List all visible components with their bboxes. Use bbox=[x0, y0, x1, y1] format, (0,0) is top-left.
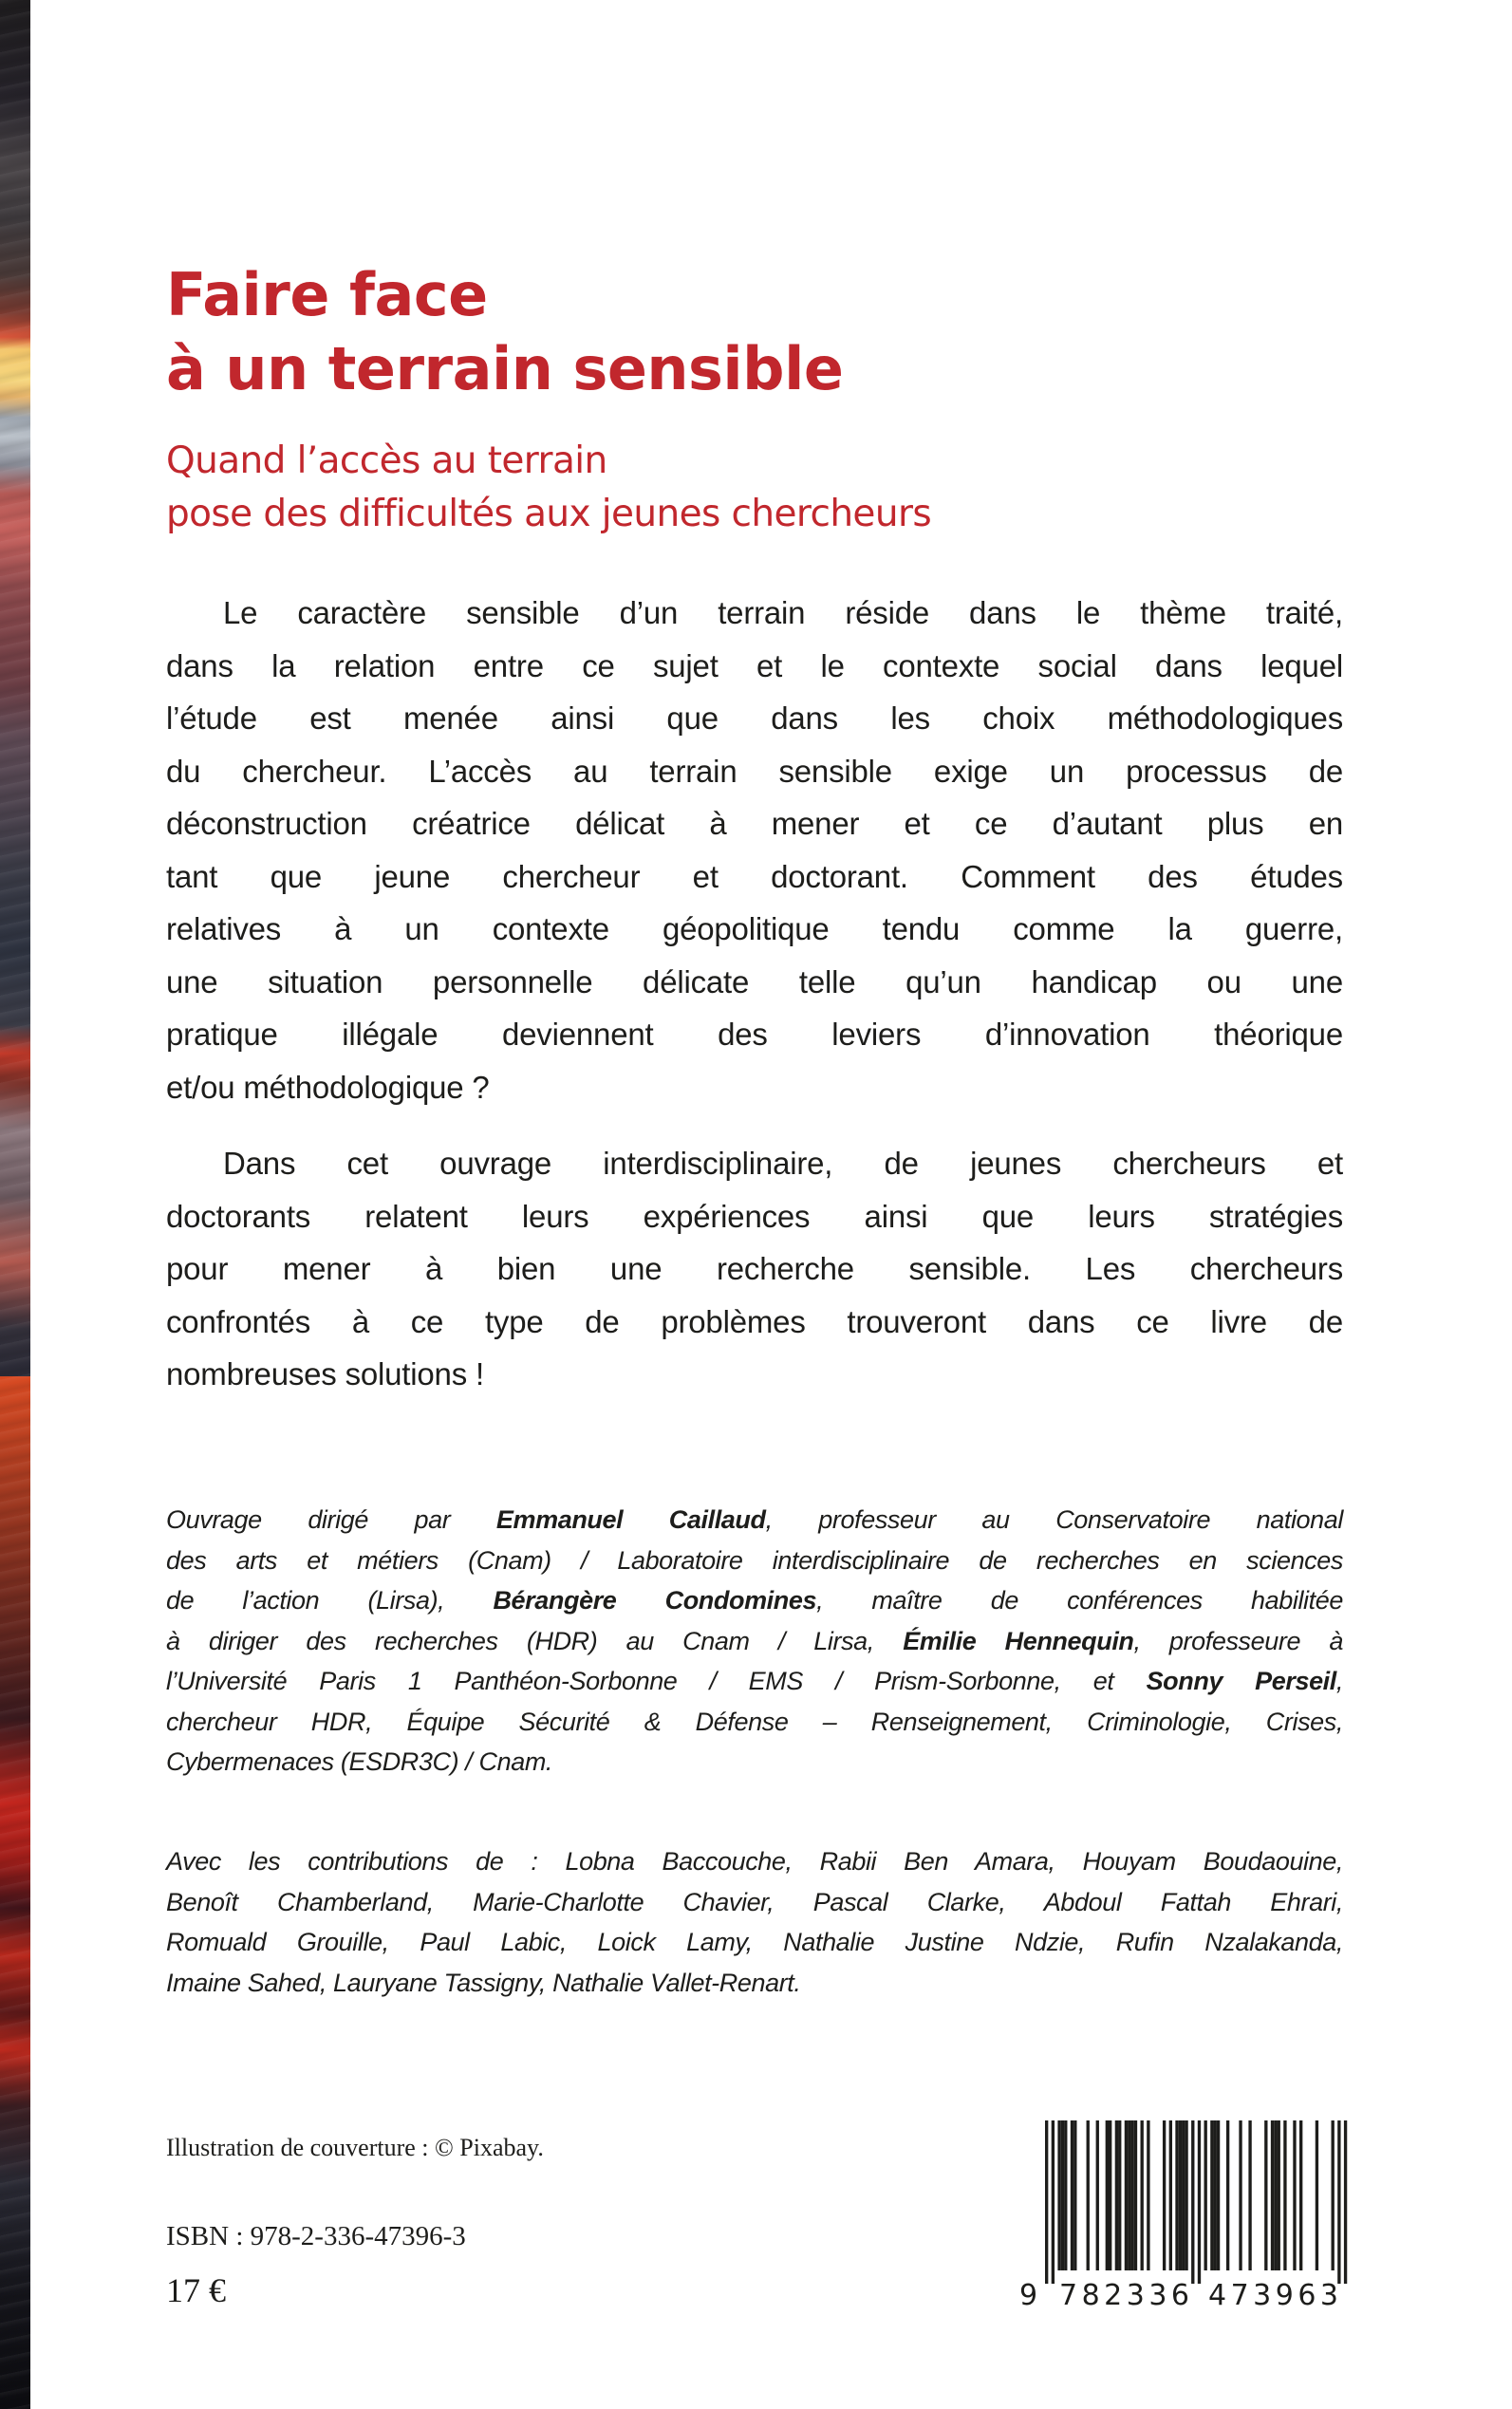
editors-line bbox=[166, 1500, 1343, 1541]
book-subtitle-line-1: Quand l’accès au terrain bbox=[166, 439, 607, 482]
editor-name: Émilie Hennequin bbox=[903, 1626, 1134, 1655]
barcode-digits-left: 782336 bbox=[1059, 2279, 1194, 2306]
editors-text: des arts et métiers (Cnam) / Laboratoire interdisciplinaire de recherches en sciences bbox=[166, 1545, 1343, 1575]
summary-line: pratique illégale deviennent des leviers d’innovation théorique bbox=[166, 1017, 1343, 1052]
editors-text: chercheur HDR, Équipe Sécurité & Défense – Renseignement, Criminologie, Crises, bbox=[166, 1707, 1343, 1736]
summary-line: relatives à un contexte géopolitique tendu comme la guerre, bbox=[166, 911, 1343, 946]
summary-line: doctorants relatent leurs expériences ainsi que leurs stratégies bbox=[166, 1198, 1343, 1234]
editors-line bbox=[166, 1742, 1343, 1783]
summary-line: l’étude est menée ainsi que dans les choix méthodologiques bbox=[166, 700, 1343, 736]
contributors-credit bbox=[166, 1841, 1343, 2003]
editors-text: , professeure à bbox=[1133, 1626, 1343, 1655]
editors-text: Ouvrage dirigé par bbox=[166, 1505, 496, 1534]
editors-text: de l’action (Lirsa), bbox=[166, 1586, 494, 1615]
summary-line: Dans cet ouvrage interdisciplinaire, de jeunes chercheurs et bbox=[223, 1146, 1343, 1181]
summary-line: Le caractère sensible d’un terrain réside dans le thème traité, bbox=[223, 595, 1343, 630]
editor-name: Sonny Perseil bbox=[1146, 1667, 1336, 1695]
editor-name: Emmanuel Caillaud bbox=[495, 1505, 766, 1534]
summary-line: une situation personnelle délicate telle qu’un handicap ou une bbox=[166, 963, 1343, 999]
book-title-line-2: à un terrain sensible bbox=[166, 334, 844, 403]
contributors-line: Imaine Sahed, Lauryane Tassigny, Nathalie Vallet-Renart. bbox=[166, 1968, 801, 1997]
editors-line bbox=[166, 1621, 1343, 1662]
editors-text: Cybermenaces (ESDR3C) / Cnam. bbox=[166, 1747, 553, 1776]
editors-line bbox=[166, 1702, 1343, 1743]
editors-text: l’Université Paris 1 Panthéon-Sorbonne / EMS / Prism-Sorbonne, et bbox=[166, 1667, 1147, 1695]
editors-text: , maître de conférences habilitée bbox=[816, 1586, 1343, 1615]
contributors-line: Romuald Grouille, Paul Labic, Loick Lamy, Nathalie Justine Ndzie, Rufin Nzalakanda, bbox=[166, 1928, 1343, 1956]
summary-line: pour mener à bien une recherche sensible. Les chercheurs bbox=[166, 1251, 1343, 1286]
book-title bbox=[166, 258, 843, 406]
barcode-digits-right: 473963 bbox=[1208, 2279, 1343, 2306]
editors-credit bbox=[166, 1500, 1343, 1783]
illustration-credit: Illustration de couverture : © Pixabay. bbox=[166, 2134, 544, 2161]
book-subtitle-line-2: pose des difficultés aux jeunes chercheurs bbox=[166, 493, 932, 535]
contributors-line: Benoît Chamberland, Marie-Charlotte Chavier, Pascal Clarke, Abdoul Fattah Ehrari, bbox=[166, 1887, 1343, 1916]
summary-line: déconstruction créatrice délicat à mener et ce d’autant plus en bbox=[166, 806, 1343, 841]
editors-text: , professeur au Conservatoire national bbox=[765, 1505, 1344, 1534]
summary-paragraph-1 bbox=[166, 587, 1343, 1113]
cover-illustration-strip bbox=[0, 0, 30, 2409]
editors-line bbox=[166, 1580, 1343, 1621]
summary-line: dans la relation entre ce sujet et le contexte social dans lequel bbox=[166, 647, 1343, 683]
summary-line: confrontés à ce type de problèmes trouveront dans ce livre de bbox=[166, 1303, 1343, 1339]
summary-paragraph-2 bbox=[166, 1137, 1343, 1401]
price: 17 € bbox=[166, 2271, 226, 2309]
contributors-line: Avec les contributions de : Lobna Baccouche, Rabii Ben Amara, Houyam Boudaouine, bbox=[166, 1847, 1343, 1876]
barcode-digit-first: 9 bbox=[1019, 2279, 1038, 2306]
book-title-line-1: Faire face bbox=[166, 260, 488, 329]
summary-line: du chercheur. L’accès au terrain sensible exige un processus de bbox=[166, 753, 1343, 789]
editors-text: , bbox=[1335, 1667, 1343, 1695]
editors-text: à diriger des recherches (HDR) au Cnam / Lirsa, bbox=[166, 1626, 904, 1655]
isbn-barcode bbox=[1014, 2119, 1351, 2306]
editor-name: Bérangère Condomines bbox=[493, 1586, 817, 1615]
editors-line bbox=[166, 1661, 1343, 1702]
summary-line: tant que jeune chercheur et doctorant. Comment des études bbox=[166, 858, 1343, 894]
summary-line: nombreuses solutions ! bbox=[166, 1356, 484, 1391]
summary-line: et/ou méthodologique ? bbox=[166, 1069, 490, 1105]
editors-line bbox=[166, 1541, 1343, 1581]
book-subtitle bbox=[166, 435, 931, 541]
isbn: ISBN : 978-2-336-47396-3 bbox=[166, 2221, 466, 2251]
